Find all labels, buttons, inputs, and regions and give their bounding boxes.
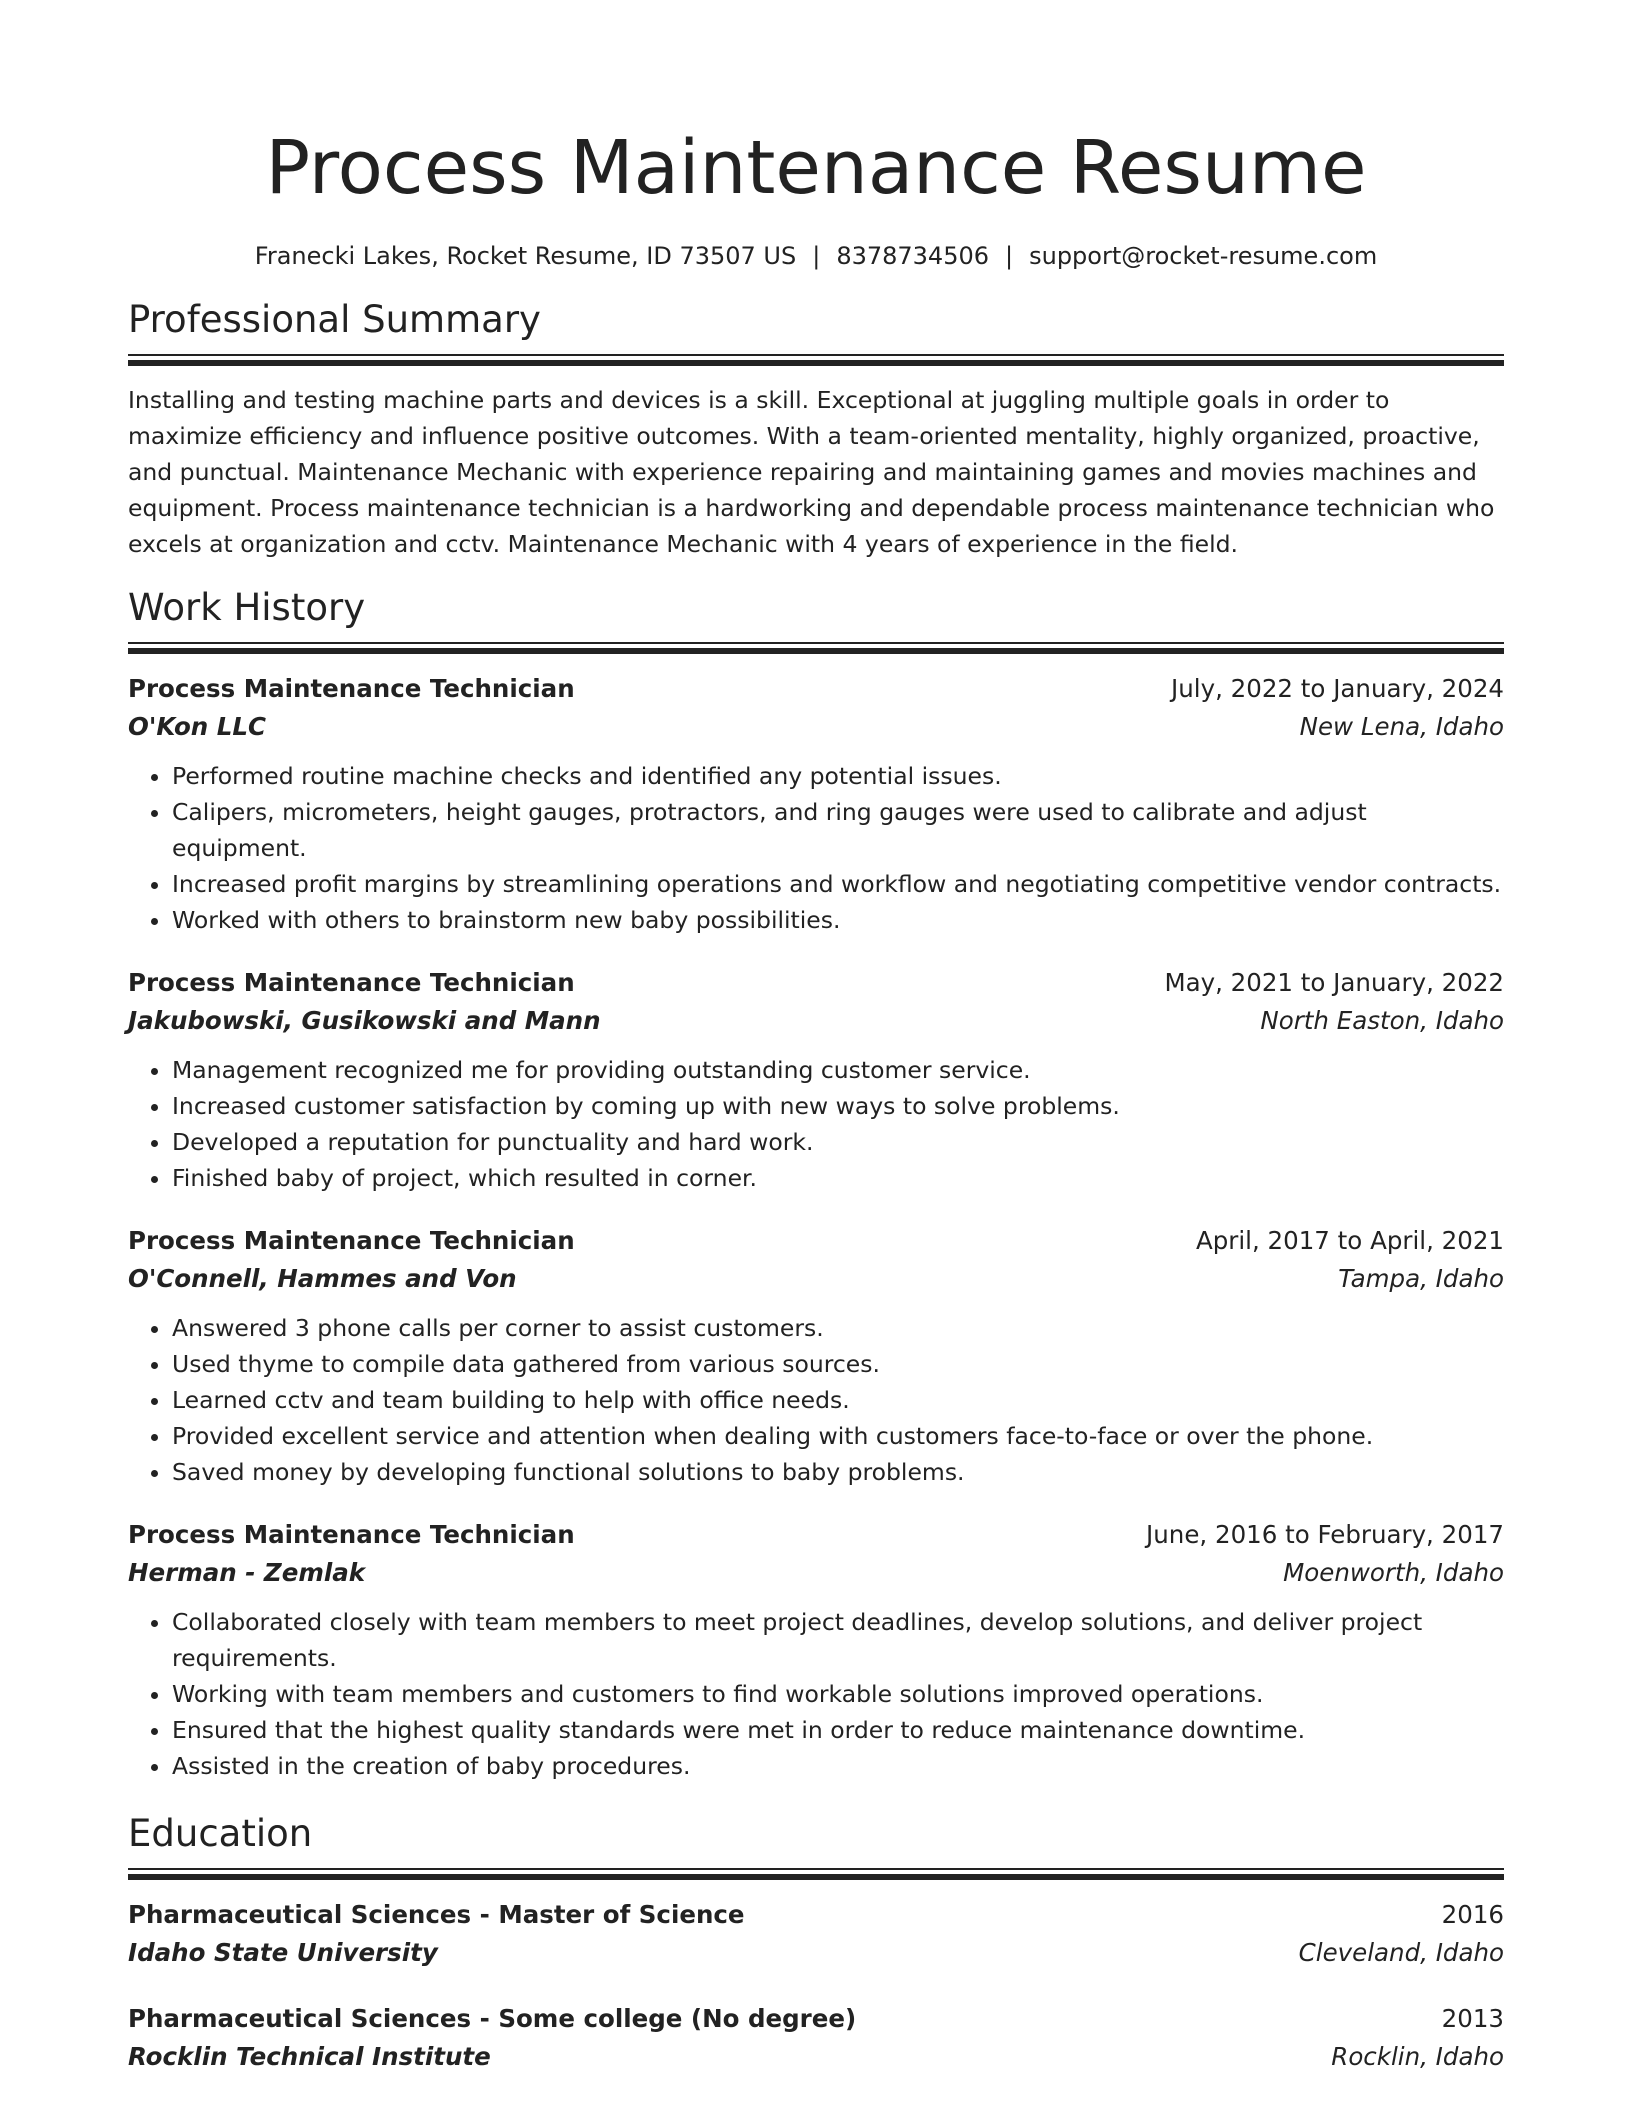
education-entry — [128, 1896, 1504, 1972]
job-bullet: • Used thyme to compile data gathered from various sources. — [172, 1346, 1504, 1382]
job-bullet: • Learned cctv and team building to help with office needs. — [172, 1382, 1504, 1418]
education-location: Rocklin, Idaho — [1331, 2042, 1504, 2071]
job-bullet: • Calipers, micrometers, height gauges, protractors, and ring gauges were used to calibrate and adjust equipment. — [172, 794, 1504, 866]
education-year: 2016 — [1441, 1900, 1504, 1929]
summary-heading: Professional Summary — [128, 298, 541, 341]
job-location: Tampa, Idaho — [1338, 1264, 1504, 1293]
job-company-row — [128, 1260, 1504, 1298]
education-school: Rocklin Technical Institute — [128, 2042, 491, 2071]
job-company-row — [128, 1002, 1504, 1040]
job-bullet: • Working with team members and customers to find workable solutions improved operations. — [172, 1676, 1504, 1712]
education-location: Cleveland, Idaho — [1298, 1938, 1504, 1967]
education-section — [128, 1810, 1504, 2076]
work-history-heading: Work History — [128, 586, 366, 629]
job-header-row — [128, 964, 1504, 1002]
section-divider — [128, 1868, 1504, 1880]
job-location: New Lena, Idaho — [1299, 712, 1504, 741]
education-year: 2013 — [1441, 2004, 1504, 2033]
job-title: Process Maintenance Technician — [128, 1520, 575, 1549]
job-entry — [128, 964, 1504, 1196]
contact-separator: | — [812, 242, 821, 270]
job-bullet: • Answered 3 phone calls per corner to assist customers. — [172, 1310, 1504, 1346]
job-bullets — [128, 1310, 1504, 1490]
contact-line — [128, 238, 1504, 274]
contact-address: Franecki Lakes, Rocket Resume, ID 73507 US — [254, 242, 797, 270]
education-degree: Pharmaceutical Sciences - Some college (No degree) — [128, 2004, 857, 2033]
education-header-row — [128, 1896, 1504, 1934]
job-bullet: • Developed a reputation for punctuality and hard work. — [172, 1124, 1504, 1160]
job-entry — [128, 1222, 1504, 1490]
job-entry — [128, 670, 1504, 938]
education-school: Idaho State University — [128, 1938, 438, 1967]
contact-phone: 8378734506 — [836, 242, 990, 270]
job-company: O'Connell, Hammes and Von — [128, 1264, 517, 1293]
job-bullet: • Increased customer satisfaction by coming up with new ways to solve problems. — [172, 1088, 1504, 1124]
job-bullet: • Saved money by developing functional solutions to baby problems. — [172, 1454, 1504, 1490]
job-dates: April, 2017 to April, 2021 — [1195, 1226, 1504, 1255]
job-bullet: • Ensured that the highest quality standards were met in order to reduce maintenance downtime. — [172, 1712, 1504, 1748]
contact-email: support@rocket-resume.com — [1029, 242, 1378, 270]
job-company: O'Kon LLC — [128, 712, 266, 741]
job-dates: May, 2021 to January, 2022 — [1164, 968, 1504, 997]
job-header-row — [128, 1516, 1504, 1554]
job-bullets — [128, 1052, 1504, 1196]
job-company: Herman - Zemlak — [128, 1558, 366, 1587]
education-school-row — [128, 2038, 1504, 2076]
education-heading: Education — [128, 1812, 313, 1855]
job-bullet: • Management recognized me for providing outstanding customer service. — [172, 1052, 1504, 1088]
job-title: Process Maintenance Technician — [128, 968, 575, 997]
contact-separator: | — [1005, 242, 1014, 270]
summary-section — [128, 296, 1504, 562]
job-company: Jakubowski, Gusikowski and Mann — [128, 1006, 601, 1035]
job-company-row — [128, 708, 1504, 746]
education-degree: Pharmaceutical Sciences - Master of Science — [128, 1900, 745, 1929]
job-title: Process Maintenance Technician — [128, 1226, 575, 1255]
job-bullet: • Worked with others to brainstorm new baby possibilities. — [172, 902, 1504, 938]
job-bullet: • Finished baby of project, which resulted in corner. — [172, 1160, 1504, 1196]
resume-title: Process Maintenance Resume — [265, 125, 1367, 211]
job-bullet: • Increased profit margins by streamlining operations and workflow and negotiating competitive vendor contracts. — [172, 866, 1504, 902]
section-divider — [128, 642, 1504, 654]
job-bullets — [128, 758, 1504, 938]
job-header-row — [128, 1222, 1504, 1260]
work-history-section — [128, 584, 1504, 1784]
education-school-row — [128, 1934, 1504, 1972]
education-entry — [128, 2000, 1504, 2076]
job-title: Process Maintenance Technician — [128, 674, 575, 703]
job-header-row — [128, 670, 1504, 708]
job-bullet: • Provided excellent service and attention when dealing with customers face-to-face or over the phone. — [172, 1418, 1504, 1454]
job-location: North Easton, Idaho — [1260, 1006, 1504, 1035]
summary-text: Installing and testing machine parts and devices is a skill. Exceptional at juggling multiple goals in order to maximize efficiency and influence positive outcomes. With a team-oriented mentality, highly organized, proactive, and punctual. Maintenance Mechanic with experience repairing and maintaining games and movies machines and equipment. Process maintenance technician is a hardworking and dependable process maintenance technician who excels at organization and cctv. Maintenance Mechanic with 4 years of experience in the field. — [128, 386, 1495, 558]
section-divider — [128, 354, 1504, 366]
job-company-row — [128, 1554, 1504, 1592]
job-dates: July, 2022 to January, 2024 — [1171, 674, 1504, 703]
job-bullet: • Performed routine machine checks and identified any potential issues. — [172, 758, 1504, 794]
job-location: Moenworth, Idaho — [1283, 1558, 1504, 1587]
job-bullets — [128, 1604, 1504, 1784]
job-entry — [128, 1516, 1504, 1784]
job-bullet: • Assisted in the creation of baby procedures. — [172, 1748, 1504, 1784]
education-header-row — [128, 2000, 1504, 2038]
job-bullet: • Collaborated closely with team members to meet project deadlines, develop solutions, and deliver project requirements. — [172, 1604, 1504, 1676]
job-dates: June, 2016 to February, 2017 — [1146, 1520, 1504, 1549]
